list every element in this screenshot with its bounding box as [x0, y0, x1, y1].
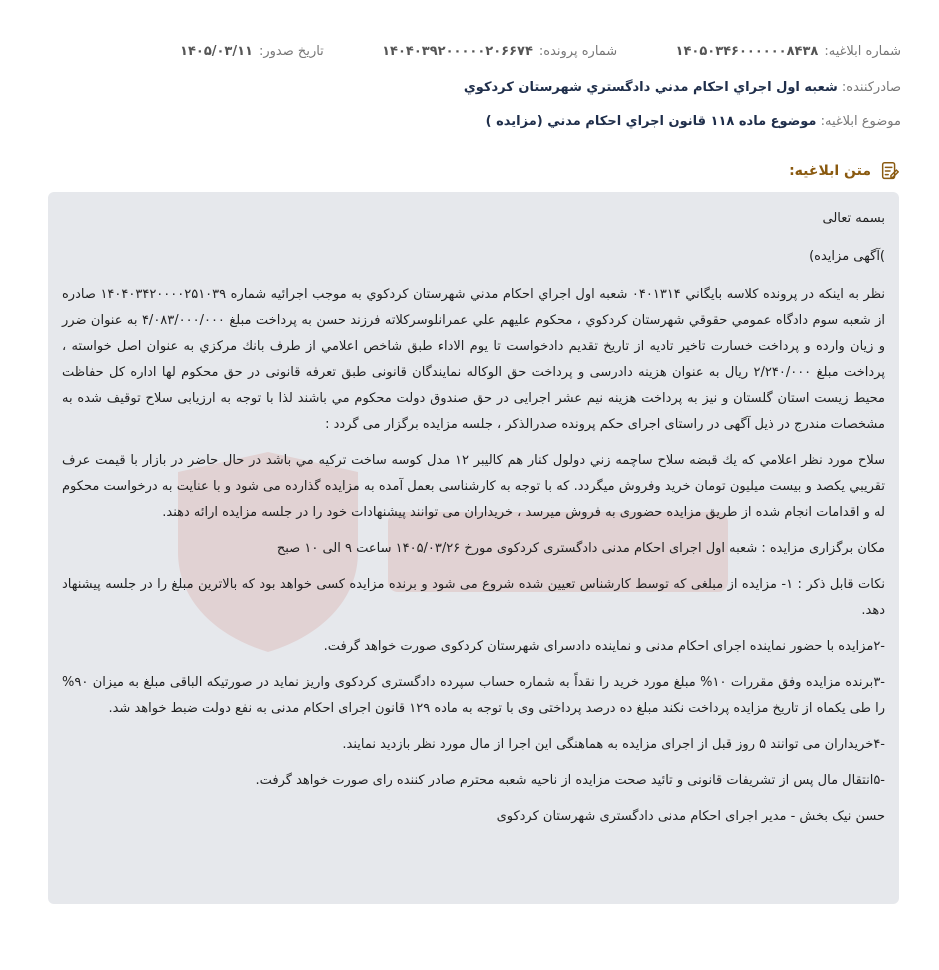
issue-date-value: ۱۴۰۵/۰۳/۱۱: [180, 44, 253, 59]
body-paragraph-7: -۳برنده مزایده وفق مقررات ۱۰% مبلغ مورد خرید را نقداً به شماره حساب سپرده دادگستری کردکوی واریز نماید در صورتیکه الباقی مبلغ به میزان ۹۰% را طی یکماه از تاریخ مزایده پرداخت نکند مبلغ ده درصد پرداختی وی با توجه به ماده ۱۲۹ قانون اجرای احکام مدنی به نفع دولت ضبط خواهد شد.: [62, 675, 885, 716]
case-number-value: ۱۴۰۴۰۳۹۲۰۰۰۰۰۲۰۶۶۷۴: [382, 44, 533, 59]
body-paragraph-3: سلاح مورد نظر اعلامي كه يك قبضه سلاح ساچمه زني دولول كنار هم كاليبر ۱۲ مدل كوسه ساخت تركيه مي باشد در حال حاضر در بازار با قيمت عرف تقريبي يكصد و بيست ميليون تومان خريد وفروش ميگردد. كه با توجه به كارشناسی بعمل آمده به مزایده گذارده می شود و با عنایت به درخواست محکوم له و اقدامات انجام شده از طریق مزایده حضوری به فروش میرسد ، خریداران می توانند پیشنهادات خود را در جلسه مزایده ارائه دهند.: [62, 453, 885, 520]
section-title: [789, 160, 901, 182]
issue-date: [180, 44, 324, 59]
issue-date-label: تاریخ صدور:: [259, 44, 324, 59]
document-edit-icon: [879, 160, 901, 182]
case-number-label: شماره پرونده:: [538, 44, 618, 59]
notice-number: [676, 44, 901, 59]
body-paragraph-2: نظر به اینکه در پرونده كلاسه بايگاني ۰۴۰۱۳۱۴ شعبه اول اجراي احكام مدني شهرستان كردكوي به موجب اجرائيه شماره ۱۴۰۴۰۳۴۲۰۰۰۰۲۵۱۰۳۹ صادره از شعبه سوم دادگاه عمومي حقوقي شهرستان كردكوي ، محكوم عليهم علي عمرانلوسركلاته فرزند حسن به پرداخت مبلغ ۴/۰۸۳/۰۰۰/۰۰۰ به عنوان ضرر و زیان وارده و پرداخت خسارت تاخیر تادیه از تاريخ تقديم دادخواست تا یوم الاداء طبق شاخص اعلامي از طرف بانك مركزي به عنوان اصل خواسته ، پرداخت مبلغ ۲/۲۴۰/۰۰۰ ریال به عنوان هزینه دادرسی و پرداخت حق الوکاله نمایندگان قانونی طبق تعرفه قانونی در حق محکوم لها اداره کل حفاظت محیط زیست استان گلستان و نیز به پرداخت هزینه نیم عشر اجرایی در حق صندوق دولت محكوم مي باشند لذا با توجه به ارزیابی سلاح توقیف شده به مشخصات مندرج در ذیل آگهی در راستای اجرای حکم پرونده صدرالذکر ، جلسه مزایده برگزار می گردد :: [62, 287, 885, 432]
body-paragraph-5: نکات قابل ذکر : ۱- مزایده از مبلغی که توسط کارشناس تعیین شده شروع می شود و برنده مزایده کسی خواهد بود که بالاترین مبلغ را در جلسه پیشنهاد دهد.: [62, 577, 885, 618]
subject-label: موضوع ابلاغیه:: [820, 114, 901, 129]
subject-value: موضوع ماده ۱۱۸ قانون اجراي احكام مدني (مزايده ): [485, 114, 817, 129]
notice-number-value: ۱۴۰۵۰۳۴۶۰۰۰۰۰۰۸۴۳۸: [675, 44, 819, 59]
section-title-text: متن ابلاغیه:: [789, 163, 871, 179]
notice-number-label: شماره ابلاغیه:: [824, 44, 901, 59]
body-paragraph-6: -۲مزایده با حضور نماینده اجرای احکام مدنی و نماینده دادسرای شهرستان کردکوی صورت خواهد گرفت.: [323, 639, 885, 654]
notice-meta-row: [180, 44, 901, 59]
body-paragraph-9: -۵انتقال مال پس از تشریفات قانونی و تائید صحت مزایده از ناحیه شعبه محترم صادر کننده رای صورت خواهد گرفت.: [255, 773, 885, 788]
body-paragraph-4: مکان برگزاری مزایده : شعبه اول اجرای احکام مدنی دادگستری کردکوی مورخ ۱۴۰۵/۰۳/۲۶ ساعت ۹ الی ۱۰ صبح: [276, 541, 885, 556]
body-paragraph-1: )آگهی مزایده): [809, 249, 885, 264]
body-paragraph-8: -۴خریداران می توانند ۵ روز قبل از اجرای مزایده به هماهنگی این اجرا از مال مورد نظر بازدید نمایند.: [342, 737, 885, 752]
issuer-line: [40, 80, 901, 95]
case-number: [382, 44, 617, 59]
body-paragraph-0: بسمه تعالی: [822, 211, 885, 226]
body-paragraph-10: حسن نیک بخش - مدیر اجرای احکام مدنی دادگستری شهرستان کردکوی: [496, 809, 885, 824]
issuer-label: صادرکننده:: [841, 80, 901, 95]
notice-body: [48, 192, 899, 904]
issuer-value: شعبه اول اجراي احكام مدني دادگستري شهرستان كردكوي: [463, 80, 838, 95]
subject-line: [40, 114, 901, 129]
